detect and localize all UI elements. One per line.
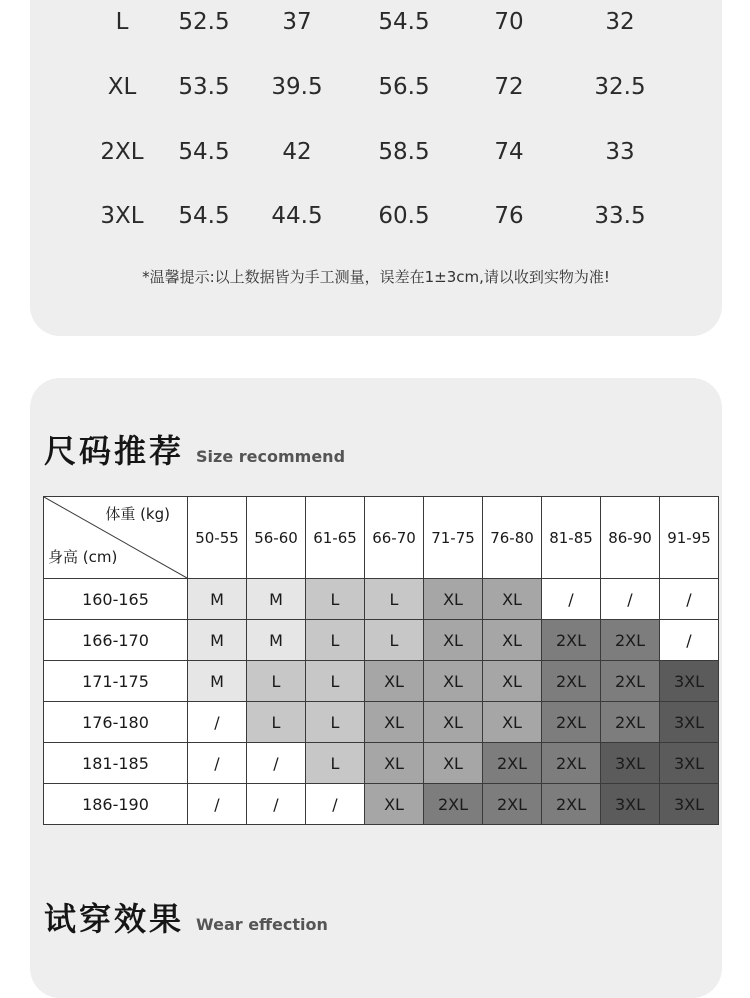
measurement-row <box>30 196 722 236</box>
size-cell: 3XL <box>601 784 660 825</box>
size-cell: XL <box>483 661 542 702</box>
measurement-row <box>30 2 722 42</box>
size-cell: / <box>601 579 660 620</box>
table-header-row <box>44 497 719 579</box>
size-recommend-title: 尺码推荐 <box>44 432 185 470</box>
size-cell: L <box>247 702 306 743</box>
weight-range-header: 76-80 <box>483 497 542 579</box>
size-cell: XL <box>365 702 424 743</box>
size-cell: 2XL <box>542 702 601 743</box>
measurement-value: 37 <box>282 9 312 35</box>
weight-range-header: 61-65 <box>306 497 365 579</box>
measurement-value: 56.5 <box>378 74 430 100</box>
measurement-value: 54.5 <box>178 203 230 229</box>
table-row <box>44 702 719 743</box>
table-corner-cell <box>44 497 188 579</box>
size-chart-card <box>30 0 722 336</box>
height-range-cell: 160-165 <box>44 579 188 620</box>
measurement-value: 74 <box>494 139 524 165</box>
measurement-row <box>30 67 722 107</box>
size-cell: XL <box>424 579 483 620</box>
measurement-value: 54.5 <box>178 139 230 165</box>
table-row <box>44 743 719 784</box>
size-cell: / <box>306 784 365 825</box>
size-cell: 2XL <box>542 620 601 661</box>
size-cell: / <box>247 743 306 784</box>
measurement-size-label: 3XL <box>100 203 144 229</box>
measurement-value: 58.5 <box>378 139 430 165</box>
measurement-value: 53.5 <box>178 74 230 100</box>
size-cell: XL <box>483 620 542 661</box>
size-cell: 3XL <box>660 784 719 825</box>
weight-axis-label: 体重 (kg) <box>105 505 170 523</box>
size-cell: / <box>188 743 247 784</box>
weight-range-header: 66-70 <box>365 497 424 579</box>
size-cell: XL <box>483 579 542 620</box>
height-axis-label: 身高 (cm) <box>48 548 118 566</box>
weight-range-header: 81-85 <box>542 497 601 579</box>
table-row <box>44 620 719 661</box>
size-recommend-card <box>30 378 722 998</box>
size-cell: 2XL <box>542 743 601 784</box>
size-cell: XL <box>424 702 483 743</box>
wear-effect-title: 试穿效果 <box>44 900 185 938</box>
measurement-value: 33.5 <box>594 203 646 229</box>
measurement-row <box>30 132 722 172</box>
size-cell: L <box>365 620 424 661</box>
size-cell: / <box>188 702 247 743</box>
size-cell: / <box>660 620 719 661</box>
size-cell: 2XL <box>601 620 660 661</box>
size-cell: 2XL <box>601 661 660 702</box>
size-cell: L <box>306 579 365 620</box>
size-cell: M <box>247 579 306 620</box>
size-cell: 2XL <box>483 743 542 784</box>
size-recommend-heading <box>44 426 345 472</box>
size-cell: XL <box>483 702 542 743</box>
measurement-value: 42 <box>282 139 312 165</box>
measurement-value: 39.5 <box>271 74 323 100</box>
size-cell: 2XL <box>601 702 660 743</box>
size-cell: L <box>306 702 365 743</box>
size-cell: L <box>306 743 365 784</box>
measurement-value: 72 <box>494 74 524 100</box>
size-cell: L <box>306 661 365 702</box>
size-cell: 2XL <box>542 784 601 825</box>
measurement-size-label: L <box>115 9 129 35</box>
size-cell: / <box>247 784 306 825</box>
height-range-cell: 171-175 <box>44 661 188 702</box>
size-cell: XL <box>424 661 483 702</box>
size-cell: XL <box>365 784 424 825</box>
size-cell: M <box>247 620 306 661</box>
table-row <box>44 579 719 620</box>
size-cell: L <box>247 661 306 702</box>
measurement-value: 54.5 <box>378 9 430 35</box>
size-cell: 2XL <box>542 661 601 702</box>
size-recommend-subtitle: Size recommend <box>196 447 346 466</box>
size-cell: XL <box>365 743 424 784</box>
measurement-size-label: XL <box>107 74 137 100</box>
size-cell: 3XL <box>660 743 719 784</box>
size-cell: 2XL <box>483 784 542 825</box>
size-cell: L <box>365 579 424 620</box>
size-cell: XL <box>424 620 483 661</box>
size-cell: 3XL <box>601 743 660 784</box>
size-cell: / <box>660 579 719 620</box>
size-cell: 2XL <box>424 784 483 825</box>
weight-range-header: 71-75 <box>424 497 483 579</box>
height-range-cell: 166-170 <box>44 620 188 661</box>
size-cell: XL <box>365 661 424 702</box>
size-cell: / <box>542 579 601 620</box>
weight-range-header: 86-90 <box>601 497 660 579</box>
wear-effect-heading <box>44 894 328 940</box>
size-cell: M <box>188 579 247 620</box>
measurement-value: 60.5 <box>378 203 430 229</box>
height-range-cell: 186-190 <box>44 784 188 825</box>
weight-range-header: 50-55 <box>188 497 247 579</box>
size-cell: M <box>188 620 247 661</box>
height-range-cell: 181-185 <box>44 743 188 784</box>
measurement-value: 52.5 <box>178 9 230 35</box>
table-row <box>44 661 719 702</box>
measurement-value: 32 <box>605 9 635 35</box>
size-recommend-table <box>43 496 719 825</box>
weight-range-header: 56-60 <box>247 497 306 579</box>
size-cell: XL <box>424 743 483 784</box>
size-cell: M <box>188 661 247 702</box>
measurement-note: *温馨提示:以上数据皆为手工测量，误差在1±3cm,请以收到实物为准! <box>142 268 610 286</box>
size-cell: 3XL <box>660 661 719 702</box>
height-range-cell: 176-180 <box>44 702 188 743</box>
measurement-value: 32.5 <box>594 74 646 100</box>
weight-range-header: 91-95 <box>660 497 719 579</box>
measurement-value: 44.5 <box>271 203 323 229</box>
size-cell: 3XL <box>660 702 719 743</box>
measurement-size-label: 2XL <box>100 139 144 165</box>
table-row <box>44 784 719 825</box>
measurement-value: 76 <box>494 203 524 229</box>
size-cell: / <box>188 784 247 825</box>
measurement-value: 33 <box>605 139 635 165</box>
wear-effect-subtitle: Wear effection <box>196 915 328 934</box>
size-cell: L <box>306 620 365 661</box>
measurement-value: 70 <box>494 9 524 35</box>
